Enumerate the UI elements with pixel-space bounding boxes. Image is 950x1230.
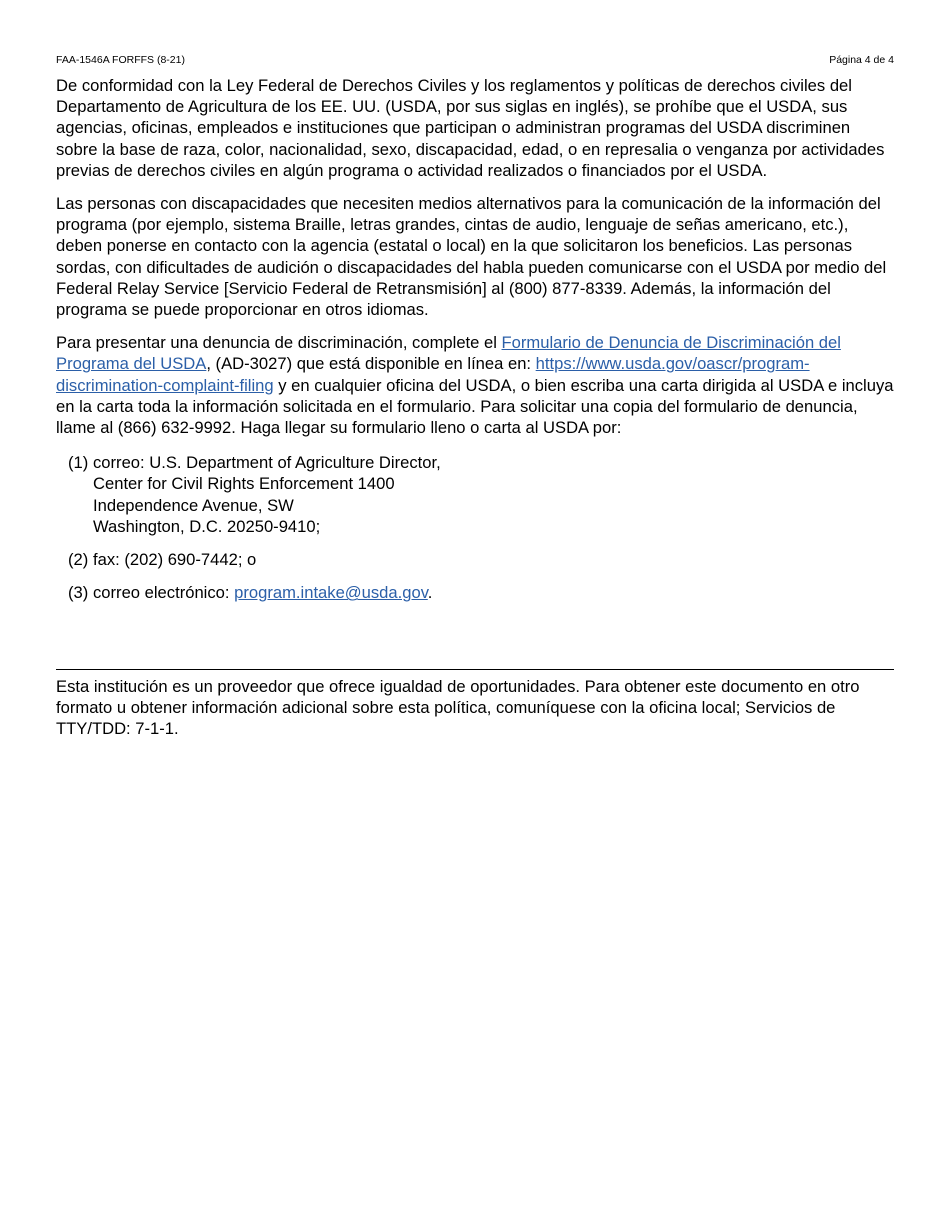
complaint-url-link[interactable]: https://www.usda.gov/oascr/program-discrimination-complaint-filing [56, 354, 810, 395]
document-body [56, 75, 894, 615]
equal-opportunity-statement: Esta institución es un proveedor que ofrece igualdad de oportunidades. Para obtener este documento en otro formato u obtener información adicional sobre esta política, comuníquese con la oficina local; Servicios de TTY/TDD: 7-1-1. [56, 677, 860, 739]
page-number: Página 4 de 4 [829, 54, 894, 66]
complaint-rest: y en cualquier oficina del USDA, o bien escriba una carta dirigida al USDA e incluya en la carta toda la información solicitada en el formulario. Para solicitar una copia del formulario de denuncia, llame al (866) 632-9992. Haga llegar su formulario lleno o carta al USDA por: [56, 375, 894, 438]
email-label: correo electrónico: [93, 583, 235, 603]
contact-methods-list [56, 452, 894, 603]
nondiscrimination-paragraph: De conformidad con la Ley Federal de Derechos Civiles y los reglamentos y políticas de derechos civiles del Departamento de Agricultura de los EE. UU. (USDA, por sus siglas en inglés), se prohíbe que el USDA, sus agencias, oficinas, empleados e instituciones que participan o administran programas del USDA discriminen sobre la base de raza, color, nacionalidad, sexo, discapacidad, edad, o en represalia o venganza por actividades previas de derechos civiles en algún programa o actividad realizados o financiados por el USDA. [56, 76, 885, 180]
address-line: Washington, D.C. 20250-9410; [93, 516, 321, 536]
address-line: Independence Avenue, SW [93, 495, 294, 515]
address-line: correo: U.S. Department of Agriculture Director, [93, 453, 441, 473]
list-number: (1) [68, 453, 89, 473]
page-header [56, 53, 894, 67]
complaint-after-link: , (AD-3027) que está disponible en línea en: [206, 354, 536, 374]
mail-address [93, 452, 894, 537]
document-page [56, 0, 894, 1230]
list-item-email [68, 582, 894, 603]
list-number: (2) [68, 550, 89, 570]
complaint-paragraph [56, 332, 894, 438]
fax-number: fax: (202) 690-7442; o [93, 550, 257, 570]
email-link[interactable]: program.intake@usda.gov [234, 583, 428, 603]
list-item-fax [68, 549, 894, 570]
list-item-mail [68, 452, 894, 537]
complaint-intro: Para presentar una denuncia de discriminación, complete el [56, 333, 502, 353]
email-end: . [427, 583, 433, 603]
email-contact [93, 582, 894, 603]
address-line: Center for Civil Rights Enforcement 1400 [93, 474, 395, 494]
list-number: (3) [68, 583, 89, 603]
complaint-form-link[interactable]: Formulario de Denuncia de Discriminación del Programa del USDA [56, 333, 841, 374]
horizontal-divider [56, 669, 894, 670]
form-id: FAA-1546A FORFFS (8-21) [56, 54, 185, 66]
accessibility-paragraph: Las personas con discapacidades que necesiten medios alternativos para la comunicación de la información del programa (por ejemplo, sistema Braille, letras grandes, cintas de audio, lenguaje de señas americano, etc.), deben ponerse en contacto con la agencia (estatal o local) en la que solicitaron los beneficios. Las personas sordas, con dificultades de audición o discapacidades del habla pueden comunicarse con el USDA por medio del Federal Relay Service [Servicio Federal de Retransmisión] al (800) 877-8339. Además, la información del programa se puede proporcionar en otros idiomas. [56, 194, 887, 320]
